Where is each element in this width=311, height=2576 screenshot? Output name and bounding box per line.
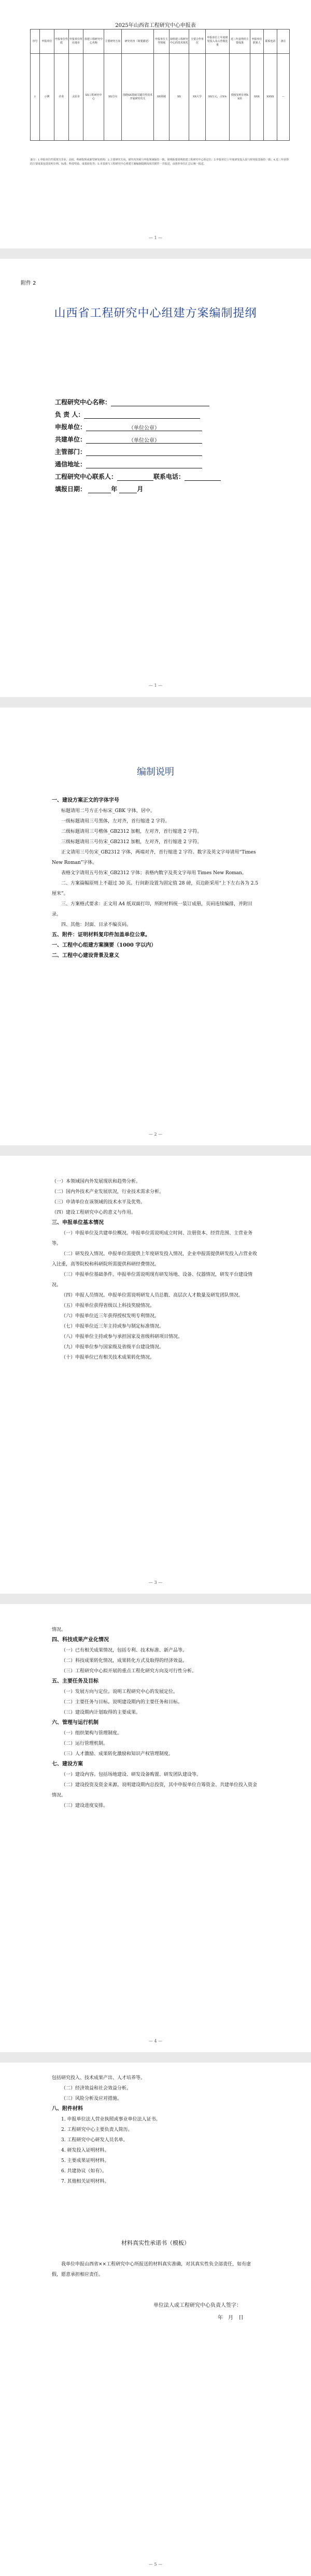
page-number: — 4 — — [148, 2039, 163, 2043]
table-cell: XX领域 — [154, 54, 169, 141]
paragraph: （三）建设期内计划取得的主要成果。 — [61, 1710, 141, 1715]
field-line — [185, 473, 221, 481]
outline-text — [52, 2073, 259, 2187]
application-table — [30, 29, 290, 141]
paragraph: 2. 工程研究中心主要负责人简历。 — [61, 2127, 133, 2132]
paragraph: 一级标题请用三号黑体，左对齐，首行缩进 2 字符。 — [61, 819, 170, 824]
paragraph: 6. 共建协议（如有）。 — [61, 2169, 107, 2174]
instructions-text — [52, 796, 259, 961]
paragraph: 正文请用三号仿宋_GB2312 字体，两端对齐，首行缩进 2 字符。数字及英文字母请用“Times New Roman”字体。 — [52, 850, 256, 865]
column-header: 申报单位性质 — [54, 30, 69, 54]
column-header: 拟建工程研究中心名称 — [83, 30, 104, 54]
column-header: 申报单位所在地市 — [69, 30, 83, 54]
signature-label: 单位法人或工程研究中心负责人签字： — [153, 2303, 242, 2308]
outline-page-2 — [0, 1604, 311, 2052]
field-line: （单位公章） — [86, 436, 202, 444]
paragraph: 标题请用二号方正小标宋_GBK 字体，居中。 — [61, 808, 155, 814]
co-builder-field — [55, 435, 202, 444]
table-cell: 示例 — [40, 54, 54, 141]
paragraph: （七）申报单位近三年主持或参与制定标准情况。 — [61, 1324, 164, 1329]
table-cell: 企业 — [54, 54, 69, 141]
applicant-field — [55, 422, 202, 431]
page-number: — 1 — — [148, 683, 163, 688]
field-line — [88, 485, 111, 493]
table-header-row — [31, 30, 290, 54]
column-header: 主要研究方向 — [104, 30, 122, 54]
paragraph: （二）建设投资及资金来源。说明建设期内总投资，其中申报单位自筹资金、共建单位投入资金情况。 — [52, 1783, 258, 1798]
paragraph: （三）申请单位在该领域的技术水平及优势。 — [52, 1200, 146, 1205]
paragraph: （一）发展方向与定位。说明工程研究中心的发展定位。 — [61, 1689, 178, 1695]
paragraph: （六）申报单位近三年获得授权发明专利情况。 — [61, 1314, 160, 1319]
column-header: 序号 — [31, 30, 40, 54]
paragraph: 三、方案格式要求：正文用 A4 纸双面打印，所附材料统一装订成册，页码连续编排，并附目录。 — [52, 902, 252, 917]
paragraph: 表格文字请用五号仿宋_GB2312 字体；表格内数字及英文字母用 Times New Roman。 — [61, 871, 247, 876]
cover-title: 山西省工程研究中心组建方案编制提纲 — [54, 307, 257, 320]
letter-paragraph: 我单位申报山西省××工程研究中心所报送的材料真实准确，对其真实性负全部责任，如有虚假，愿意承担相应责任。 — [52, 2262, 251, 2277]
paragraph: 5. 主要成果证明材料。 — [61, 2158, 109, 2163]
column-header: 申报单位 — [40, 30, 54, 54]
table-title: 2025年山西省工程研究中心申报表 — [115, 23, 196, 28]
outline-text — [52, 1176, 259, 1363]
cover-page — [0, 259, 311, 697]
field-line — [84, 411, 200, 419]
column-header: 研究内容（简要描述） — [122, 30, 154, 54]
month-label: 月 — [137, 485, 144, 493]
page-number: — 5 — — [148, 2562, 163, 2567]
paragraph: 4. 研发投入证明材料。 — [61, 2148, 109, 2153]
paragraph: （三）申报单位基础条件。申报单位需说明现有研发场地、设备、仪器情况，研发平台建设情况。 — [52, 1272, 253, 1288]
column-header: 申报单位主导领域 — [154, 30, 169, 54]
paragraph: （二）研发投入情况。申报单位需提供上年度研发投入情况，企业申报需提供研发投入占营业收入比重，高等院校和科研院所需提供科研经费情况。 — [52, 1252, 258, 1267]
outline-page-1 — [0, 1156, 311, 1594]
paragraph: 二级标题请用三号楷体_GB2312 加粗，左对齐，首行缩进 2 字符。 — [61, 829, 202, 834]
paragraph: 情况。 — [52, 1627, 66, 1632]
paragraph: （二）经济效益和社会效益分析。 — [61, 2086, 132, 2091]
table-cell: XX大学 — [189, 54, 206, 141]
paragraph: （八）申报单位主持或参与承担国家及省级科研项目情况。 — [61, 1334, 183, 1339]
column-header: 备注 — [277, 30, 290, 54]
section-heading: 五、主要任务及目标 — [52, 1679, 98, 1684]
table-row — [31, 54, 290, 141]
column-header: 拟组建工程研究中心的技术依托 — [169, 30, 189, 54]
paragraph: （十）申报单位已有相关技术成果转化情况。 — [61, 1355, 155, 1360]
table-cell: 1 — [31, 54, 40, 141]
section-heading: 三、申报单位基本情况 — [52, 1220, 104, 1226]
section-heading: 五、附件：证明材料复印件加盖单位公章。 — [52, 932, 150, 938]
field-line — [86, 461, 202, 468]
center-name-field — [55, 398, 209, 406]
year-label: 年 — [111, 485, 118, 493]
table-cell: XX — [169, 54, 189, 141]
application-table-page — [0, 0, 311, 248]
instructions-page — [0, 708, 311, 1145]
column-header: 联系电话 — [264, 30, 277, 54]
attachment-label: 附件 2 — [21, 281, 36, 286]
table-cell: XX方向 — [104, 54, 122, 141]
paragraph: 包括研究投入、技术成果产出、人才培养等。 — [52, 2075, 146, 2081]
paragraph: 7. 其他相关证明材料。 — [61, 2179, 109, 2184]
paragraph: （二）国内外技术产业发展状况，行业技术需求分析。 — [52, 1189, 164, 1195]
paragraph: 1. 申报单位法人营业执照或事业单位法人证书。 — [61, 2117, 161, 2122]
field-label: 工程研究中心名称： — [55, 399, 111, 406]
page-number: — 3 — — [148, 1580, 163, 1585]
paragraph: （四）建设工程研究中心的意义与作用。 — [52, 1210, 136, 1215]
instructions-heading: 编制说明 — [137, 767, 174, 777]
table-cell: — — [277, 54, 290, 141]
field-line — [117, 473, 153, 481]
leader-field — [55, 410, 200, 419]
field-label: 通信地址： — [55, 461, 87, 468]
field-line — [119, 485, 137, 493]
paragraph: （三）人才激励、成果转化激励和知识产权管理制度。 — [61, 1751, 174, 1757]
paragraph: （三）工程研究中心拟开展的重点工程化研究方向及可行性分析。 — [61, 1669, 197, 1674]
section-heading: 六、管理与运行机制 — [52, 1720, 98, 1726]
contact-field — [55, 472, 221, 481]
column-header: 申报单位联系人 — [250, 30, 264, 54]
page-number: — 1 — — [148, 235, 163, 240]
field-label: 申报单位： — [55, 423, 87, 431]
table-cell: 太原市 — [69, 54, 83, 141]
paragraph: （一）建设内容。包括场地建设、研发设备购置、研发团队建设等。 — [61, 1772, 202, 1777]
section-heading: 一、工程中心组建方案摘要（1000 字以内） — [52, 943, 157, 948]
section-heading: 一、建设方案正文的字体字号 — [52, 798, 119, 803]
paragraph: （一）申报单位及共建单位概况。申报单位需说明成立时间、注册资本、经营范围、主营业务等。 — [52, 1231, 253, 1246]
field-line — [86, 448, 202, 456]
paragraph: （二）运行管理机制。 — [61, 1741, 108, 1746]
column-header: 申报单位上年度研发投入及占营收比重 — [206, 30, 230, 54]
table-cell: 授权发明专利XX项 — [230, 54, 250, 141]
table-cell: XXX — [250, 54, 264, 141]
paragraph: 四、其他：封面、目录不编页码。 — [61, 922, 132, 928]
column-header: 近三年获得的主要成果 — [230, 30, 250, 54]
field-line — [111, 399, 209, 406]
paragraph: （三）建设进度安排。 — [61, 1803, 108, 1808]
paragraph: （一）组织架构与管理制度。 — [61, 1731, 122, 1736]
paragraph: 3. 工程研究中心研发人员名单。 — [61, 2138, 128, 2143]
section-heading: 二、工程中心建设背景及意义 — [52, 953, 119, 959]
paragraph: （二）主要任务与目标。说明建设期内的主要任务和目标。 — [61, 1700, 183, 1705]
page-number: — 2 — — [148, 1132, 163, 1137]
section-heading: 七、建设方案 — [52, 1761, 83, 1767]
section-heading: 四、科技成果产业化情况 — [52, 1637, 109, 1643]
field-label: 共建单位： — [55, 436, 87, 443]
column-header: 主要合作单位 — [189, 30, 206, 54]
address-field — [55, 460, 202, 468]
paragraph: （三）风险分析及应对措施。 — [61, 2096, 122, 2101]
supervisor-field — [55, 447, 202, 456]
outline-page-3 — [0, 2063, 311, 2576]
table-cell: 围绕XX领域关键共性技术开展研究攻关 — [122, 54, 154, 141]
paragraph: （九）申报单位参与国家级及省级平台建设情况。 — [61, 1345, 164, 1350]
outline-text — [52, 1625, 259, 1811]
section-heading: 八、附件材料 — [52, 2106, 83, 2112]
table-cell: XX万元，占X% — [206, 54, 230, 141]
contact-label: 工程研究中心联系人： — [55, 473, 118, 480]
phone-label: 联系电话： — [153, 473, 185, 480]
paragraph: （一）已有相关成果情况，包括专利、技术标准、新产品等。 — [61, 1648, 188, 1653]
paragraph: （一）本领域国内外发展现状和趋势分析。 — [52, 1179, 141, 1184]
paragraph: 二、方案篇幅原则上不超过 30 页。行间距设置为固定值 28 磅，页边距采用“上下左右各为 2.5 厘米”。 — [52, 881, 259, 896]
signature-date: 年 月 日 — [218, 2315, 244, 2321]
letter-body — [52, 2259, 259, 2280]
letter-title: 材料真实性承诺书（模板） — [121, 2240, 190, 2246]
paragraph: （五）申报单位获得省级以上科技奖励情况。 — [61, 1303, 155, 1308]
table-note: 备注：1.申报单位性质填写企业、高校、科研院所或新型研发机构；2.主要研究方向、研究内容须与申报领域保持一致，简明扼要说明拟建工程研究中心的定位；3.申报单位上年度研发投入需与财务报表保持一致；4.近三年获得的主要成果包括发明专利、标准、科技奖励、成果转化等；5.本表须与工程研究中心组建方案编制提纲及相关附件一并报送，由推荐单位汇总后统一报送。 — [30, 158, 289, 166]
date-field — [55, 484, 143, 493]
paragraph: （二）科技成果转化情况，成果转化方式及取得的经济效益。 — [61, 1658, 188, 1664]
paragraph: （四）申报人员情况。申报单位需说明研发人员总数、高层次人才数量及研发团队情况。 — [61, 1293, 244, 1298]
table-cell: XX工程研究中心 — [83, 54, 104, 141]
field-label: 负 责 人： — [55, 411, 84, 418]
table-cell: XXXX — [264, 54, 277, 141]
field-label: 主管部门： — [55, 448, 87, 455]
field-line: （单位公章） — [86, 423, 202, 431]
paragraph: 三级标题请用三号仿宋_GB2312 加粗，左对齐，首行缩进 2 字符。 — [61, 840, 202, 845]
date-label: 填报日期： — [55, 485, 87, 493]
